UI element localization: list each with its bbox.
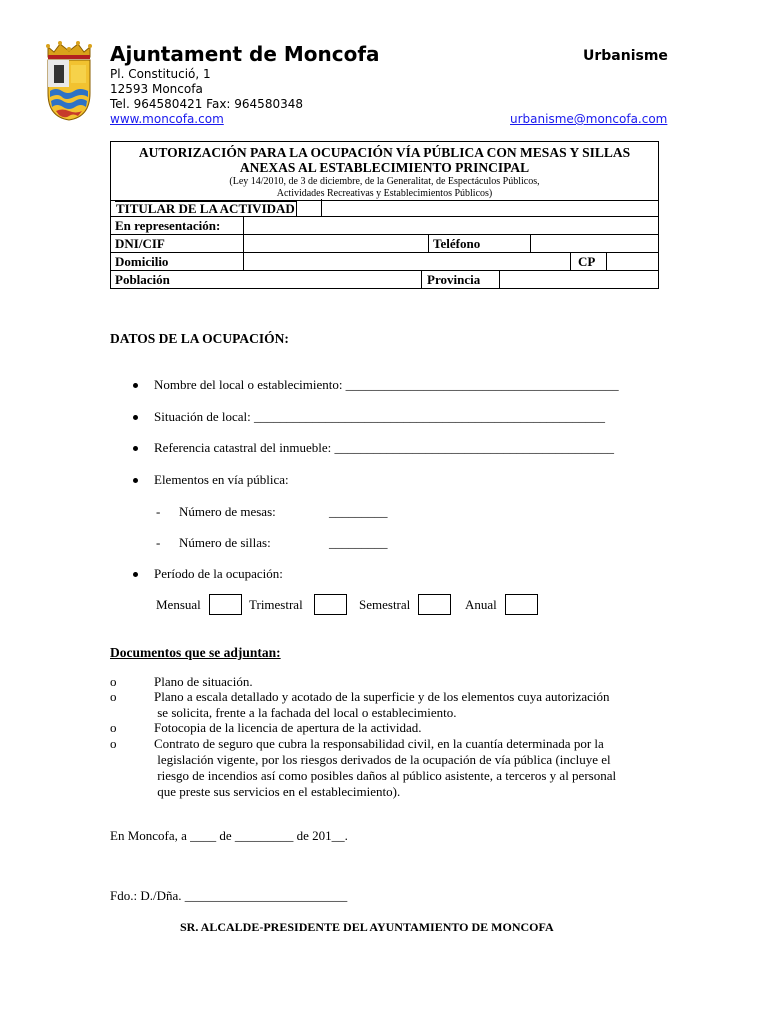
public-elements-label: Elementos en vía pública: [154, 472, 289, 487]
table-rule [570, 252, 571, 270]
law-reference-line-1: (Ley 14/2010, de 3 de diciembre, de la Generalitat, de Espectáculos Públicos, [229, 176, 540, 187]
bullet-icon [133, 478, 138, 483]
email-link[interactable]: urbanisme@moncofa.com [510, 112, 668, 126]
phone-field[interactable] [534, 237, 654, 251]
form-title-line-1: AUTORIZACIÓN PARA LA OCUPACIÓN VÍA PÚBLICA CON MESAS Y SILLAS [138, 145, 631, 160]
activity-holder-label: TITULAR DE LA ACTIVIDAD [116, 201, 295, 216]
document-item-line: Plano de situación. [154, 674, 253, 689]
chairs-count-field[interactable]: _________ [329, 535, 388, 550]
document-item [154, 674, 253, 690]
organization-name: Ajuntament de Moncofa [110, 42, 380, 66]
bullet-icon [133, 415, 138, 420]
province-label: Provincia [427, 272, 481, 287]
circle-bullet-icon: o [110, 720, 117, 735]
table-rule [243, 216, 244, 270]
form-title-box [110, 141, 659, 201]
table-rule [321, 199, 322, 216]
province-field[interactable] [503, 273, 655, 287]
representation-field[interactable] [247, 219, 655, 233]
table-rule [111, 252, 658, 253]
location-field[interactable]: Situación de local: ______________________________________________________ [154, 409, 606, 424]
document-item [154, 736, 616, 800]
circle-bullet-icon: o [110, 736, 117, 751]
phone-label: Teléfono [433, 236, 481, 251]
period-monthly-label: Mensual [156, 597, 201, 612]
town-label: Población [115, 272, 170, 287]
period-quarterly-checkbox[interactable] [314, 594, 347, 615]
tables-count-label: Número de mesas: [179, 504, 276, 519]
occupation-period-label: Período de la ocupación: [154, 566, 283, 581]
period-monthly-checkbox[interactable] [209, 594, 242, 615]
department-name: Urbanisme [583, 48, 668, 64]
document-item-line: legislación vigente, por los riesgos derivados de la ocupación de vía pública (incluye el [154, 752, 611, 767]
document-item-line: Fotocopia de la licencia de apertura de la actividad. [154, 720, 422, 735]
chairs-count-label: Número de sillas: [179, 535, 271, 550]
address-line-2: 12593 Moncofa [110, 82, 203, 96]
table-rule [111, 234, 658, 235]
document-item-line: Plano a escala detallado y acotado de la superficie y de los elementos cuya autorización [154, 689, 610, 704]
dni-cif-field[interactable] [247, 237, 425, 251]
attached-documents-heading: Documentos que se adjuntan: [110, 645, 281, 660]
form-title-line-2: ANEXAS AL ESTABLECIMIENTO PRINCIPAL [239, 160, 530, 175]
representation-label: En representación: [115, 218, 221, 233]
establishment-name-field[interactable]: Nombre del local o establecimiento: __________________________________________ [154, 377, 619, 392]
postal-code-field[interactable] [610, 255, 655, 269]
phone-fax-line: Tel. 964580421 Fax: 964580348 [110, 97, 303, 111]
address-line-1: Pl. Constitució, 1 [110, 67, 211, 81]
dni-cif-label: DNI/CIF [115, 236, 165, 251]
document-item-line: que preste sus servicios en el establecimiento). [154, 784, 401, 799]
document-item [154, 720, 421, 736]
period-quarterly-label: Trimestral [249, 597, 303, 612]
signature-field[interactable]: Fdo.: D./Dña. _________________________ [110, 888, 348, 903]
document-item-line: se solicita, frente a la fachada del local o establecimiento. [154, 705, 457, 720]
addressee-line: SR. ALCALDE-PRESIDENTE DEL AYUNTAMIENTO DE MONCOFA [180, 920, 554, 934]
circle-bullet-icon: o [110, 674, 117, 689]
postal-code-label: CP [578, 254, 596, 269]
holder-field[interactable] [325, 201, 655, 215]
address-label: Domicilio [115, 254, 169, 269]
table-rule [428, 234, 429, 252]
occupation-data-heading: DATOS DE LA OCUPACIÓN: [110, 331, 289, 346]
bullet-icon [133, 446, 138, 451]
table-rule [111, 270, 658, 271]
tables-count-field[interactable]: _________ [329, 504, 388, 519]
website-link[interactable]: www.moncofa.com [110, 112, 224, 126]
document-item [154, 689, 610, 721]
law-reference-line-2: Actividades Recreativas y Establecimientos Públicos) [276, 188, 493, 199]
place-date-field[interactable]: En Moncofa, a ____ de _________ de 201__. [110, 828, 348, 843]
period-annual-label: Anual [465, 597, 497, 612]
municipal-crest-logo [44, 41, 94, 121]
bullet-icon [133, 383, 138, 388]
town-field[interactable] [247, 273, 417, 287]
bullet-icon [133, 572, 138, 577]
dash-marker: - [156, 535, 161, 550]
period-annual-checkbox[interactable] [505, 594, 538, 615]
document-item-line: riesgo de incendios así como posibles daños al público asistente, a terceros y al personal [154, 768, 617, 783]
activity-holder-table [110, 199, 659, 289]
table-rule [606, 252, 607, 270]
cadastral-reference-field[interactable]: Referencia catastral del inmueble: ___________________________________________ [154, 440, 614, 455]
table-rule [421, 270, 422, 288]
table-rule [499, 270, 500, 288]
period-semiannual-checkbox[interactable] [418, 594, 451, 615]
address-field[interactable] [247, 255, 567, 269]
period-semiannual-label: Semestral [359, 597, 411, 612]
document-item-line: Contrato de seguro que cubra la responsabilidad civil, en la cuantía determinada por la [154, 736, 604, 751]
table-rule [530, 234, 531, 252]
circle-bullet-icon: o [110, 689, 117, 704]
dash-marker: - [156, 504, 161, 519]
